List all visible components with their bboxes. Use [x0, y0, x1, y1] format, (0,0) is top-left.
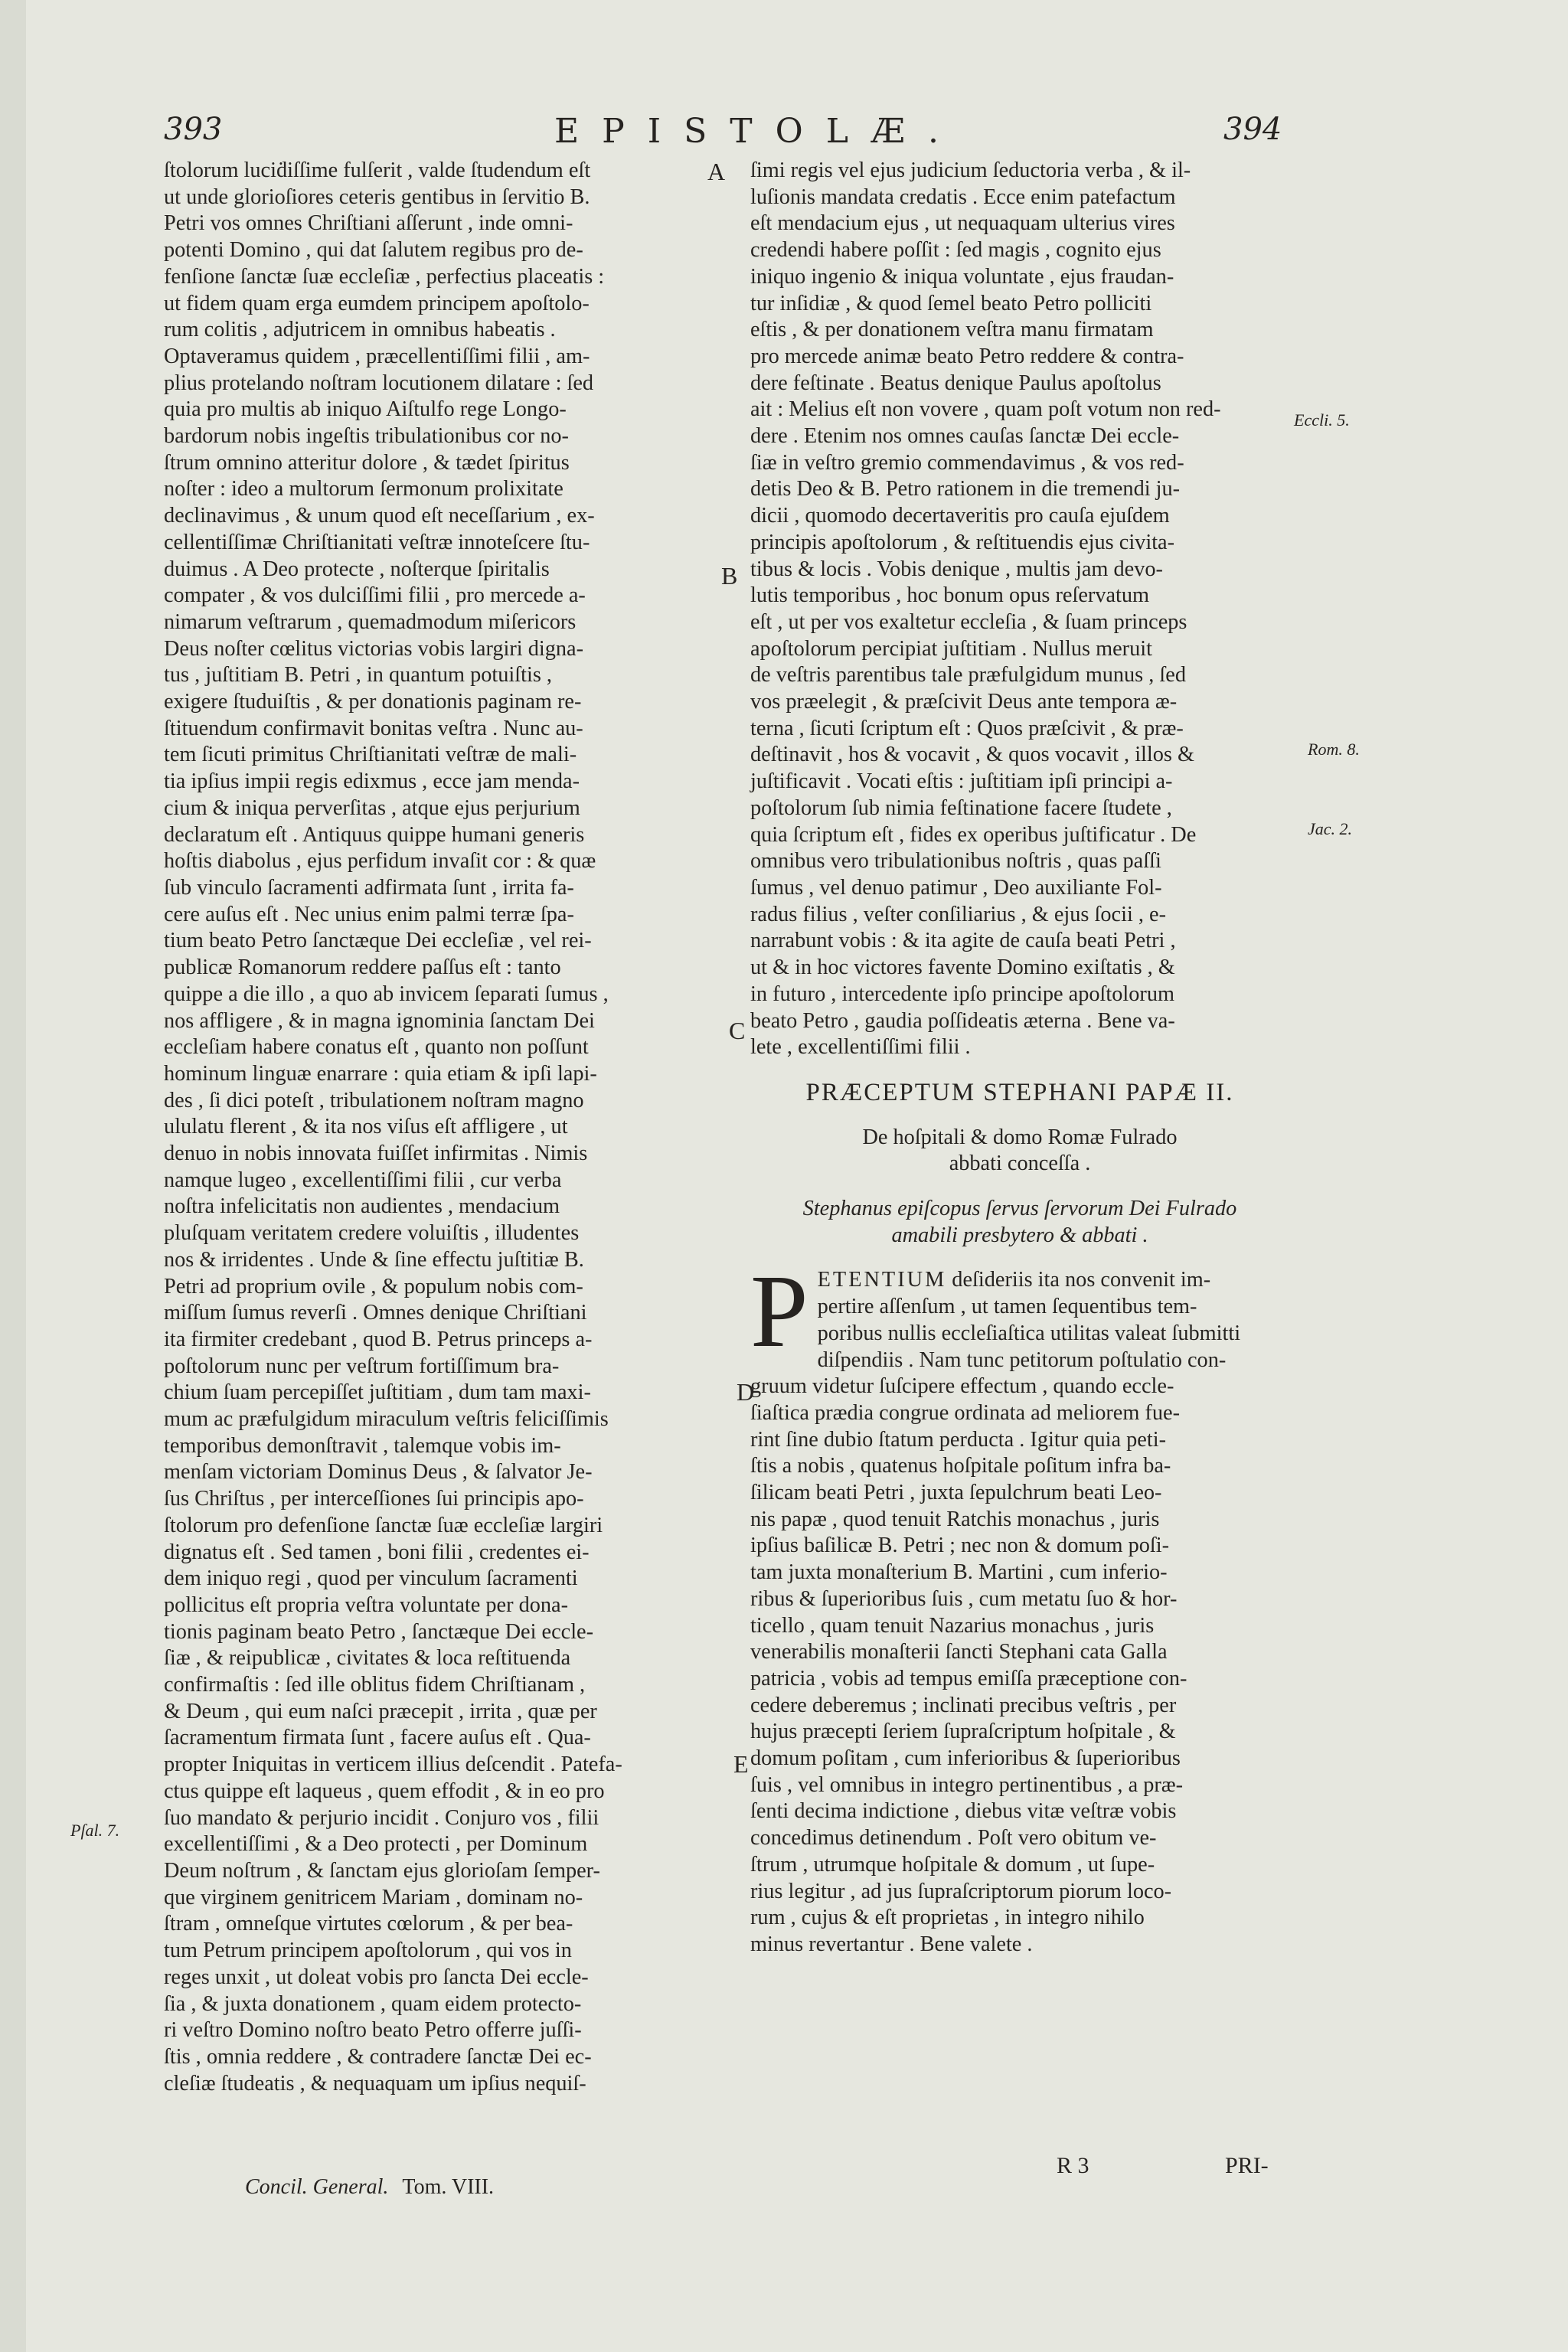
text-line: dignatus eſt . Sed tamen , boni filii , credentes ei-: [164, 1540, 590, 1564]
right-text-column: [750, 158, 1289, 1958]
text-line: ſacramentum firmata ſunt , facere auſus eſt . Qua-: [164, 1726, 591, 1750]
text-line: ſtrum , utrumque hoſpitale & domum , ut ſupe-: [750, 1852, 1155, 1877]
text-line: ſiæ , & reipublicæ , civitates & loca reſtituenda: [164, 1646, 571, 1671]
address-text-line: Stephanus epiſcopus ſervus ſervorum Dei Fulrado: [802, 1197, 1237, 1221]
text-line: apoſtolorum percipiat juſtitiam . Nullus meruit: [750, 636, 1152, 661]
text-line: nis papæ , quod tenuit Ratchis monachus , juris: [750, 1507, 1160, 1531]
text-line: ſtrum omnino atteritur dolore , & tædet ſpiritus: [164, 450, 570, 475]
text-line: miſſum ſumus reverſi . Omnes denique Chriſtiani: [164, 1301, 587, 1325]
address-text-line: amabili presbytero & abbati .: [891, 1223, 1148, 1247]
text-line: tam juxta monaſterium B. Martini , cum inferio-: [750, 1560, 1168, 1585]
subheading-line: abbati conceſſa .: [949, 1152, 1091, 1176]
text-line: minus revertantur . Bene valete .: [750, 1932, 1033, 1956]
text-line: dere feſtinate . Beatus denique Paulus apoſtolus: [750, 371, 1161, 395]
text-line: ita firmiter credebant , quod B. Petrus princeps a-: [164, 1327, 593, 1351]
text-line: confirmaſtis : ſed ille oblitus fidem Chriſtianam ,: [164, 1673, 586, 1697]
text-line: reges unxit , ut doleat vobis pro ſancta Dei eccle-: [164, 1965, 589, 1989]
text-line: ſus Chriſtus , per interceſſiones ſui principis apo-: [164, 1487, 584, 1511]
section-letter-a: A: [707, 158, 726, 185]
section-letter-b: B: [721, 562, 738, 590]
text-line: ſtis a nobis , quatenus hoſpitale poſitum infra ba-: [750, 1454, 1171, 1478]
text-line: ſilicam beati Petri , juxta ſepulchrum beati Leo-: [750, 1481, 1162, 1505]
text-line: in futuro , intercedente ipſo principe apoſtolorum: [750, 982, 1174, 1006]
left-text-column: [164, 158, 732, 2097]
text-line: patricia , vobis ad tempus emiſſa præceptione con-: [750, 1666, 1187, 1690]
text-line: hominum linguæ enarrare : quia etiam & ipſi lapi-: [164, 1061, 597, 1086]
text-line: juſtificavit . Vocati eſtis : juſtitiam ipſi principi a-: [750, 769, 1173, 794]
text-line: beato Petro , gaudia poſſideatis æterna . Bene va-: [750, 1008, 1175, 1033]
text-line: poribus nullis eccleſiaſtica utilitas valeat ſubmitti: [817, 1321, 1241, 1345]
footer-council: Concil. General.: [245, 2175, 389, 2199]
text-line: poſtolorum ſub nimia feſtinatione facere ſtudete ,: [750, 795, 1172, 820]
text-line: propter Iniquitas in verticem illius deſcendit . Patefa-: [164, 1753, 622, 1777]
text-line: ſtis , omnia reddere , & contradere ſanctæ Dei ec-: [164, 2044, 592, 2069]
text-line: rum colitis , adjutricem in omnibus habeatis .: [164, 318, 556, 342]
text-line: ſuo mandato & perjurio incidit . Conjuro vos , filii: [164, 1805, 599, 1830]
text-line: ſenti decima indictione , diebus vitæ veſtræ vobis: [750, 1799, 1177, 1824]
text-line: rum , cujus & eſt proprietas , in integro nihilo: [750, 1906, 1145, 1930]
text-line: ticello , quam tenuit Nazarius monachus , juris: [750, 1613, 1155, 1638]
text-line: detis Deo & B. Petro rationem in die tremendi ju-: [750, 477, 1181, 501]
text-line: luſionis mandata credatis . Ecce enim patefactum: [750, 185, 1176, 209]
text-line: ut & in hoc victores favente Domino exiſtatis , &: [750, 956, 1175, 980]
text-line: tem ſicuti primitus Chriſtianitati veſtræ de mali-: [164, 743, 577, 767]
text-line: tur inſidiæ , & quod ſemel beato Petro polliciti: [750, 291, 1152, 315]
text-line: ait : Melius eſt non vovere , quam poſt votum non red-: [750, 397, 1221, 422]
section-letter-c: C: [729, 1017, 746, 1044]
text-line: Optaveramus quidem , præcellentiſſimi filii , am-: [164, 344, 590, 368]
text-line: noſtra infelicitatis non audientes , mendacium: [164, 1194, 560, 1219]
text-line: ſia , & juxta donationem , quam eidem protecto-: [164, 1991, 582, 2016]
running-head: EPISTOLÆ.: [554, 112, 962, 151]
left-page-number: 393: [164, 112, 223, 147]
text-line: ri veſtro Domino noſtro beato Petro offerre juſſi-: [164, 2018, 582, 2043]
catchword: PRI-: [1225, 2153, 1269, 2178]
section-subheading: [750, 1125, 1289, 1178]
subheading-line: De hoſpitali & domo Romæ Fulrado: [862, 1125, 1178, 1149]
text-line: tionis paginam beato Petro , ſanctæque Dei eccle-: [164, 1619, 594, 1644]
text-line: compater , & vos dulciſſimi filii , pro mercede a-: [164, 583, 586, 608]
text-line: Deus noſter cœlitus victorias vobis largiri digna-: [164, 636, 584, 661]
text-line: ſtituendum confirmavit bonitas veſtra . Nunc au-: [164, 716, 583, 740]
text-line: iniquo ingenio & iniqua voluntate , ejus fraudan-: [750, 264, 1174, 289]
text-line: deſtinavit , hos & vocavit , & quos vocavit , illos &: [750, 743, 1195, 767]
text-line: des , ſi dici poteſt , tribulationem noſtram magno: [164, 1088, 584, 1112]
text-line: chium ſuam percepiſſet juſtitiam , dum tam maxi-: [164, 1380, 591, 1405]
text-line: ut fidem quam erga eumdem principem apoſtolo-: [164, 291, 590, 315]
precept-body: [750, 1294, 1289, 1958]
right-page-number: 394: [1223, 112, 1282, 147]
text-line: quia pro multis ab iniquo Aiſtulfo rege Longo-: [164, 397, 567, 422]
text-line: de veſtris parentibus tale præfulgidum munus , ſed: [750, 663, 1186, 688]
text-line: duimus . A Deo protecte , noſterque ſpiritalis: [164, 557, 550, 581]
text-line: concedimus detinendum . Poſt vero obitum ve-: [750, 1826, 1157, 1851]
text-line: cleſiæ ſtudeatis , & nequaquam um ipſius nequiſ-: [164, 2071, 586, 2096]
text-line: declaratum eſt . Antiquus quippe humani generis: [164, 822, 585, 847]
text-line: namque lugeo , excellentiſſimi filii , cur verba: [164, 1168, 562, 1192]
text-line: temporibus demonſtravit , talemque vobis im-: [164, 1433, 561, 1458]
text-line: & Deum , qui eum naſci præcepit , irrita , quæ per: [164, 1699, 597, 1723]
text-line: ſtram , omneſque virtutes cœlorum , & per bea-: [164, 1912, 573, 1936]
text-line: excellentiſſimi , & a Deo protecti , per Dominum: [164, 1832, 588, 1857]
text-line: ſimi regis vel ejus judicium ſeductoria verba , & il-: [750, 158, 1191, 182]
text-line: ſumus , vel denuo patimur , Deo auxiliante Fol-: [750, 875, 1162, 900]
text-line: exigere ſtuduiſtis , & per donationis paginam re-: [164, 690, 582, 714]
margin-note-jac: Jac. 2.: [1308, 819, 1353, 838]
text-line: pertire aſſenſum , ut tamen ſequentibus tem-: [817, 1295, 1197, 1319]
text-line: lete , excellentiſſimi filii .: [750, 1035, 971, 1060]
text-line: quippe a die illo , a quo ab invicem ſeparati ſumus ,: [164, 982, 609, 1006]
text-line: tus , juſtitiam B. Petri , in quantum potuiſtis ,: [164, 663, 552, 688]
letter-ending: [750, 158, 1289, 1061]
text-line: diſpendiis . Nam tunc petitorum poſtulatio con-: [817, 1348, 1227, 1372]
text-line: pro mercede animæ beato Petro reddere & contra-: [750, 344, 1184, 368]
text-line: tia ipſius impii regis edixmus , ecce jam menda-: [164, 769, 580, 794]
text-line: ſiæ in veſtro gremio commendavimus , & vos red-: [750, 450, 1184, 475]
opening-word: ETENTIUM: [817, 1268, 947, 1292]
text-line: dere . Etenim nos omnes cauſas ſanctæ Dei eccle-: [750, 424, 1180, 449]
footer-volume: [245, 2175, 494, 2200]
text-line: que virginem genitricem Mariam , dominam no-: [164, 1885, 583, 1909]
text-line: fenſione ſanctæ ſuæ eccleſiæ , perfectius placeatis :: [164, 264, 605, 289]
text-line: poſtolorum nunc per veſtrum fortiſſimum bra-: [164, 1354, 560, 1378]
text-line: radus filius , veſter conſiliarius , & ejus ſocii , e-: [750, 902, 1167, 926]
text-line: noſter : ideo a multorum ſermonum prolixitate: [164, 477, 564, 501]
text-line: ululatu flerent , & ita nos viſus eſt affligere , ut: [164, 1115, 568, 1139]
opening-line-rest: deſideriis ita nos convenit im-: [946, 1268, 1211, 1292]
text-line: rint ſine dubio ſtatum perducta . Igitur quia peti-: [750, 1427, 1167, 1452]
text-line: pluſquam veritatem credere voluiſtis , illudentes: [164, 1221, 580, 1246]
text-line: cere auſus eſt . Nec unius enim palmi terræ ſpa-: [164, 902, 574, 926]
address-line: [750, 1196, 1289, 1249]
text-line: Deum noſtrum , & ſanctam ejus glorioſam ſemper-: [164, 1859, 600, 1883]
text-line: mum ac præfulgidum miraculum veſtris feliciſſimis: [164, 1407, 609, 1432]
body-opening: [750, 1254, 1289, 1958]
drop-capital: P: [750, 1254, 808, 1370]
text-line: ipſius baſilicæ B. Petri ; nec non & domum poſi-: [750, 1534, 1170, 1558]
text-line: ſtolorum luciḋiſſime fulſerit , valde ſtudendum eſt: [164, 158, 591, 182]
text-line: tibus & locis . Vobis denique , multis jam devo-: [750, 557, 1163, 581]
text-line: tium beato Petro ſanctæque Dei eccleſiæ , vel rei-: [164, 929, 592, 953]
text-line: Petri ad proprium ovile , & populum nobis com-: [164, 1274, 583, 1298]
page-edge: [0, 0, 26, 2352]
text-line: ſub vinculo ſacramenti adfirmata ſunt , irrita fa-: [164, 875, 574, 900]
text-line: ctus quippe eſt laqueus , quem effodit , & in eo pro: [164, 1779, 605, 1803]
text-line: omnibus vero tribulationibus noſtris , quas paſſi: [750, 849, 1161, 874]
text-line: denuo in nobis innovata fuiſſet infirmitas . Nimis: [164, 1142, 588, 1166]
text-line: ribus & ſuperioribus ſuis , cum metatu ſuo & hor-: [750, 1586, 1178, 1611]
text-line: Petri vos omnes Chriſtiani aſſerunt , inde omni-: [164, 211, 573, 236]
section-letter-e: E: [733, 1750, 749, 1778]
text-line: menſam victoriam Dominus Deus , & ſalvator Je-: [164, 1460, 593, 1485]
text-line: hujus præcepti ſeriem ſupraſcriptum hoſpitale , &: [750, 1720, 1176, 1744]
text-line: ut unde glorioſiores ceteris gentibus in ſervitio B.: [164, 185, 590, 209]
text-line: dem iniquo regi , quod per vinculum ſacramenti: [164, 1566, 578, 1591]
text-line: ſuis , vel omnibus in integro pertinentibus , a præ-: [750, 1772, 1184, 1797]
text-line: nos & irridentes . Unde & ſine effectu juſtitiæ B.: [164, 1247, 584, 1272]
text-line: nos affligere , & in magna ignominia ſanctam Dei: [164, 1008, 595, 1033]
margin-note-eccl: Eccli. 5.: [1294, 410, 1350, 430]
text-line: cedere deberemus ; inclinati precibus veſtris , per: [750, 1693, 1177, 1717]
section-heading: PRÆCEPTUM STEPHANI PAPÆ II.: [805, 1078, 1234, 1106]
text-line: rius legitur , ad jus ſupraſcriptorum piorum loco-: [750, 1879, 1172, 1903]
margin-note-rom: Rom. 8.: [1308, 740, 1360, 759]
footer-tome: Tom. VIII.: [402, 2175, 495, 2199]
text-line: nimarum veſtrarum , quemadmodum miſericors: [164, 609, 577, 634]
text-line: ſiaſtica prædia congrue ordinata ad meliorem fue-: [750, 1400, 1180, 1425]
text-line: terna , ſicuti ſcriptum eſt : Quos præſcivit , & præ-: [750, 716, 1184, 740]
section-letter-d: D: [737, 1378, 755, 1406]
text-line: ſtolorum pro defenſione ſanctæ ſuæ eccleſiæ largiri: [164, 1513, 603, 1537]
text-line: dicii , quomodo decertaveritis pro cauſa ejuſdem: [750, 504, 1170, 528]
text-line: declinavimus , & unum quod eſt neceſſarium , ex-: [164, 504, 595, 528]
text-line: cium & iniqua perverſitas , atque ejus perjurium: [164, 795, 580, 820]
text-line: eſt , ut per vos exaltetur eccleſia , & ſuam princeps: [750, 609, 1187, 634]
text-line: lutis temporibus , hoc bonum opus reſervatum: [750, 583, 1150, 608]
text-line: vos præelegit , & præſcivit Deus ante tempora æ-: [750, 690, 1178, 714]
text-line: cellentiſſimæ Chriſtianitati veſtræ innoteſcere ſtu-: [164, 530, 590, 554]
text-line: quia ſcriptum eſt , fides ex operibus juſtificatur . De: [750, 822, 1197, 847]
text-line: potenti Domino , qui dat ſalutem regibus pro de-: [164, 238, 583, 263]
text-line: tum Petrum principem apoſtolorum , qui vos in: [164, 1939, 572, 1963]
margin-note-psal: Pſal. 7.: [70, 1821, 120, 1840]
text-line: plius protelando noſtram locutionem dilatare : ſed: [164, 371, 594, 395]
text-line: pollicitus eſt propria veſtra voluntate per dona-: [164, 1592, 569, 1617]
text-line: gruum videtur ſuſcipere effectum , quando eccle-: [750, 1374, 1174, 1399]
text-line: venerabilis monaſterii ſancti Stephani cata Galla: [750, 1640, 1168, 1664]
text-line: eſt mendacium ejus , ut nequaquam ulterius vires: [750, 211, 1175, 236]
text-line: eccleſiam habere conatus eſt , quanto non poſſunt: [164, 1035, 589, 1060]
text-line: principis apoſtolorum , & reſtituendis ejus civita-: [750, 530, 1175, 554]
text-line: credendi habere poſſit : ſed magis , cognito ejus: [750, 238, 1161, 263]
text-line: hoſtis diabolus , ejus perfidum invaſit cor : & quæ: [164, 849, 596, 874]
text-line: eſtis , & per donationem veſtra manu firmatam: [750, 318, 1154, 342]
signature-mark: R 3: [1057, 2153, 1089, 2178]
text-line: bardorum nobis ingeſtis tribulationibus cor no-: [164, 424, 569, 449]
text-line: narrabunt vobis : & ita agite de cauſa beati Petri ,: [750, 929, 1176, 953]
text-line: domum poſitam , cum inferioribus & ſuperioribus: [750, 1746, 1181, 1771]
text-line: publicæ Romanorum reddere paſſus eſt : tanto: [164, 956, 561, 980]
